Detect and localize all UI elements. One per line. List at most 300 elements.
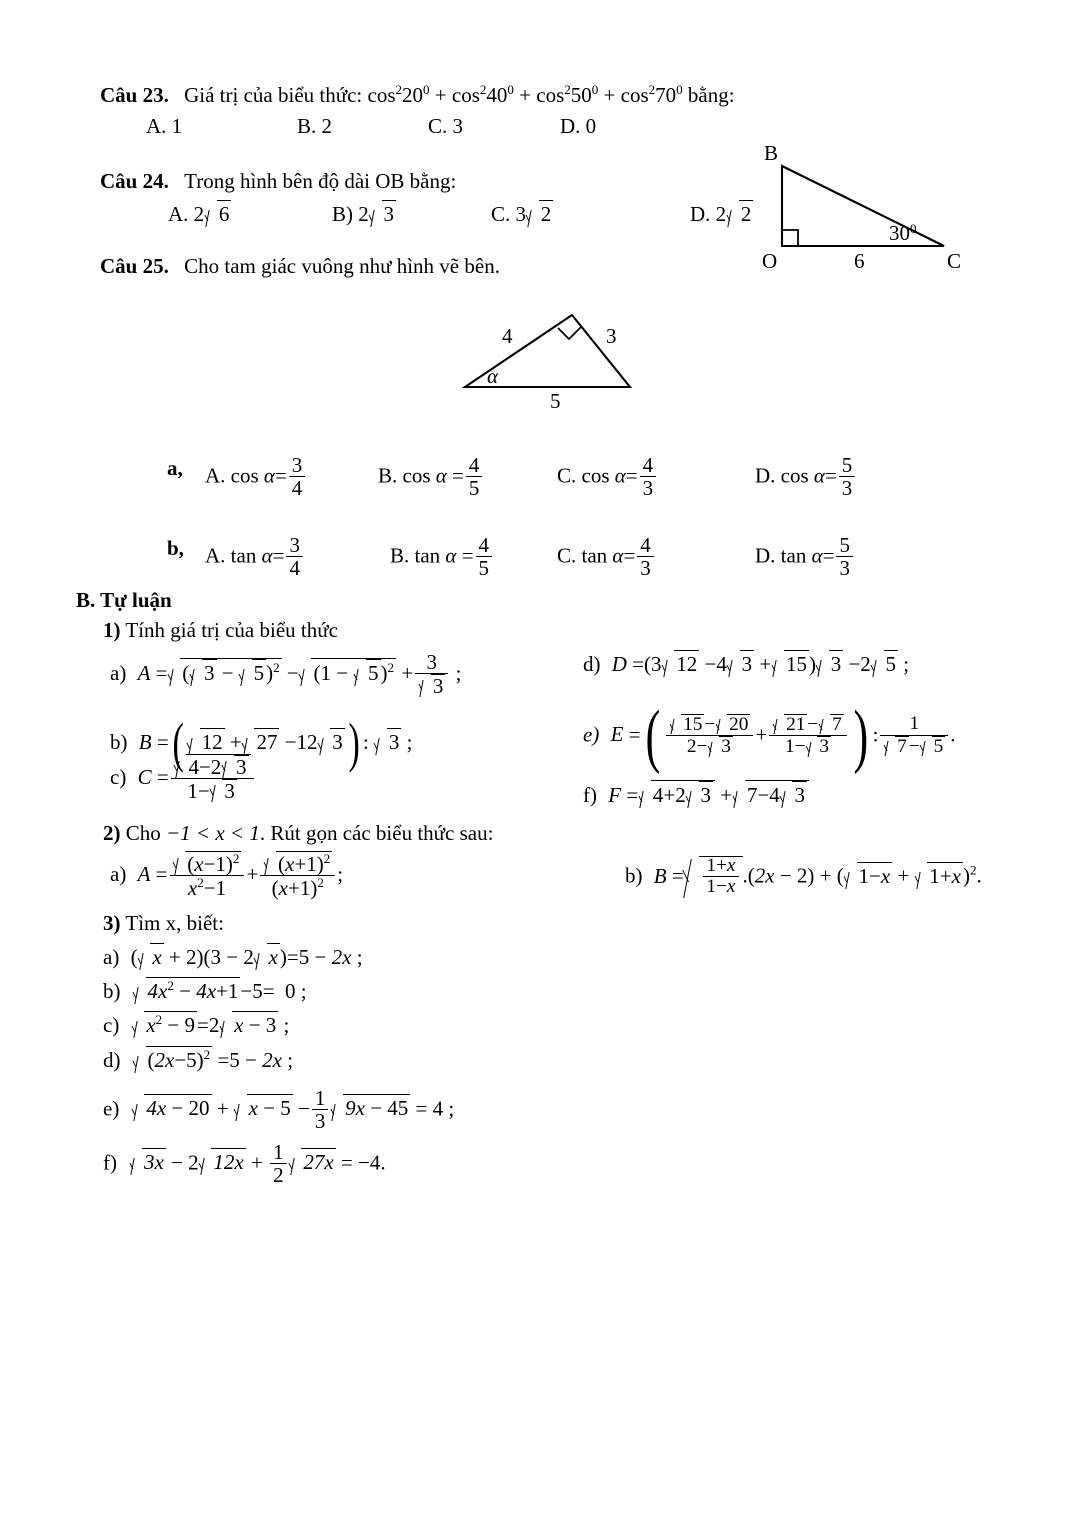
essay-part2-item-a: [110, 852, 343, 900]
one: 1: [858, 863, 870, 888]
four: 4: [652, 783, 664, 807]
period: .: [380, 1150, 386, 1175]
cau-25-prompt-text: Cho tam giác vuông như hình vẽ bên.: [184, 254, 500, 278]
radical-symbol: [639, 780, 715, 808]
five: 5: [252, 979, 263, 1003]
radical-symbol: [331, 1094, 410, 1121]
minus: −: [848, 652, 861, 676]
radical-symbol: [200, 1148, 246, 1175]
cau-23-ang-2: 40: [486, 83, 508, 107]
cau-25-sub-b-option-b[interactable]: B. tan α = $\frac{4}{5}$: [390, 535, 494, 580]
period: .: [950, 722, 956, 747]
radical-symbol: [188, 728, 225, 755]
minus: −: [171, 1096, 184, 1121]
numerator: 3: [289, 532, 300, 557]
cau-23-exp-1: 2: [395, 82, 403, 97]
plus: +: [663, 783, 676, 807]
eq: =: [155, 660, 168, 685]
plus: +: [716, 855, 727, 877]
alpha-symbol: α: [612, 543, 624, 568]
figure-label-b: B: [764, 141, 779, 165]
denominator: 1−x: [703, 876, 738, 897]
trig-fn: cos: [230, 463, 259, 488]
radicand: 3: [432, 674, 444, 698]
cau-25-sub-b-option-a[interactable]: A. tan α= $\frac{3}{4}$: [205, 535, 305, 580]
cau-25-sub-a-option-a[interactable]: A. cos α= $\frac{3}{4}$: [205, 455, 307, 500]
cau-23-plus-2: +: [519, 83, 532, 107]
cau-23-option-c-key: C.: [428, 114, 448, 138]
radicand: 15: [683, 713, 703, 735]
forty-five: 45: [387, 1096, 409, 1121]
semicolon: ;: [455, 660, 462, 685]
radicand: 3: [332, 729, 343, 754]
radical-symbol: [174, 851, 242, 875]
item-tag: f): [103, 1150, 117, 1175]
minus: −: [240, 979, 253, 1003]
cau-24-option-a[interactable]: [168, 200, 231, 227]
one: 1: [215, 851, 226, 876]
cau-23-deg-4: 0: [676, 82, 683, 97]
fraction: [666, 714, 753, 758]
figure-side-base-length: 5: [550, 389, 561, 413]
one: 1: [706, 855, 717, 877]
numerator: 1: [909, 713, 920, 735]
cau-23-exp-2: 2: [479, 82, 487, 97]
exponent: 2: [155, 1012, 163, 1027]
essay-part3-item-f: [103, 1139, 386, 1187]
minus: −: [263, 1096, 276, 1121]
radical-symbol: [685, 856, 743, 899]
radicand: 21: [786, 713, 806, 735]
fraction: [836, 534, 853, 579]
radicand: 3: [700, 783, 712, 807]
radical-symbol: [921, 736, 945, 757]
cau-24-option-b-key: B): [332, 202, 353, 226]
radicand: [186, 754, 250, 778]
period: .: [976, 863, 982, 888]
essay-part2-item-b: b) B = $\frac{1+x}{1-x}$ .(2x − 2) + ( 1−x + 1+x)$^2$.: [625, 855, 982, 898]
semicolon: ;: [337, 861, 344, 886]
eq: =: [626, 783, 639, 807]
radical-symbol: [130, 1148, 166, 1175]
figure-angle-c: $30^0$: [889, 221, 917, 245]
fraction: [171, 754, 254, 802]
radicand: 4x − 20: [146, 1096, 210, 1121]
essay-part1-item-f: [583, 780, 809, 808]
three: 3: [265, 1013, 277, 1037]
minus: −: [174, 1048, 187, 1072]
numerator: [666, 714, 753, 735]
eq: =: [156, 729, 169, 754]
essay-part3-item-e: [103, 1085, 455, 1133]
denominator: 3: [637, 556, 654, 579]
radical-symbol: [728, 650, 754, 677]
radicand: 3: [819, 736, 830, 758]
cau-24-option-a-radicand: 6: [218, 202, 230, 226]
cau-25-sub-a-option-d[interactable]: D. cos α= $\frac{5}{3}$: [755, 455, 857, 500]
radicand: 3: [388, 729, 400, 754]
numerator: 3: [426, 649, 438, 674]
radicand: 1+x: [929, 863, 961, 888]
expr-name: B: [138, 729, 152, 754]
option-key: A.: [205, 543, 226, 568]
cau-23-label: Câu 23.: [100, 83, 169, 107]
plus: +: [168, 945, 181, 969]
alpha-symbol: α: [811, 543, 823, 568]
semicolon: ;: [448, 1096, 455, 1121]
denominator: 5: [466, 476, 483, 499]
cau-25-label: Câu 25.: [100, 254, 169, 278]
cau-23-deg-3: 0: [591, 82, 599, 97]
denominator: 3: [839, 476, 856, 499]
radicand: 27: [256, 729, 278, 754]
minus: −: [167, 1013, 180, 1037]
radical-symbol: [670, 714, 704, 735]
cau-23-plus-1: +: [434, 83, 447, 107]
item-tag: a): [110, 861, 127, 886]
zero: 0: [285, 979, 296, 1003]
five: 5: [229, 1048, 240, 1072]
five: 5: [298, 945, 310, 969]
trig-fn: tan: [230, 543, 257, 568]
figure-angle-alpha: α: [487, 364, 499, 388]
radical-symbol: [375, 728, 401, 755]
semicolon: ;: [283, 1013, 290, 1037]
item-tag: a): [110, 660, 127, 685]
cau-25-sub-b-tag: [167, 535, 184, 561]
alpha-symbol: α: [445, 543, 457, 568]
minus: −: [336, 660, 349, 685]
minus: −: [197, 779, 210, 803]
radicand: 3: [741, 652, 753, 676]
radical-symbol: [319, 728, 345, 755]
numerator: 5: [841, 452, 853, 477]
minus: −: [716, 876, 727, 898]
essay-part3-item-b: [103, 977, 307, 1004]
minus: −: [179, 979, 191, 1003]
minus: −: [284, 729, 297, 754]
radical-symbol: [255, 943, 280, 970]
essay-part2-title-pre: Cho: [125, 821, 161, 845]
cau-23-ang-4: 70: [655, 83, 677, 107]
fraction: [286, 534, 303, 579]
cau-25-sub-a-option-b[interactable]: B. cos α = $\frac{4}{5}$: [378, 455, 484, 500]
cau-23-exp-4: 2: [648, 82, 656, 97]
essay-part1-title: Tính giá trị của biểu thức: [125, 618, 338, 642]
radical-symbol: [772, 650, 809, 677]
fraction: [170, 851, 245, 899]
cau-24-option-a-key: A.: [168, 202, 189, 226]
expr-name: B: [653, 863, 667, 888]
trig-fn: tan: [414, 543, 441, 568]
essay-part2-title-post: . Rút gọn các biểu thức sau:: [259, 821, 494, 845]
minus: −: [869, 863, 881, 888]
item-tag: f): [583, 783, 597, 807]
radicand: 5: [368, 660, 379, 685]
radicand: 5: [933, 735, 944, 757]
option-key: D.: [755, 463, 776, 488]
fraction: [270, 1141, 287, 1186]
minus: −: [794, 736, 806, 758]
cau-23-prompt-tail: bằng:: [687, 83, 735, 107]
radicand: 7: [832, 713, 842, 735]
numerator: 1: [273, 1139, 284, 1164]
cau-24-option-b-coef: 2: [358, 202, 369, 226]
fraction: [476, 534, 493, 579]
question-cau-25-prompt: [100, 253, 500, 279]
minus: −: [779, 863, 792, 888]
semicolon: ;: [356, 945, 363, 969]
eq: =: [155, 861, 168, 886]
figure-label-c: C: [947, 249, 962, 273]
exponent: 2: [273, 659, 280, 675]
one: 1: [187, 779, 198, 803]
cau-25-sub-b-option-d[interactable]: D. tan α= $\frac{5}{3}$: [755, 535, 855, 580]
radical-symbol: [845, 862, 892, 889]
cau-23-option-a-value: 1: [171, 114, 183, 138]
minus: −: [370, 1096, 383, 1121]
option-key: A.: [205, 463, 226, 488]
numerator: 5: [839, 532, 850, 557]
period: .: [742, 863, 748, 888]
radical-symbol: [240, 659, 266, 686]
essay-part1-item-a: [110, 649, 462, 698]
essay-part1-item-c: [110, 755, 256, 803]
cau-23-option-b-key: B.: [297, 114, 317, 138]
radicand: 3: [204, 660, 215, 685]
denominator: 4: [286, 556, 303, 579]
cau-24-option-b[interactable]: [332, 200, 396, 227]
coef-2: 2: [860, 652, 871, 676]
cau-25-sub-a-tag: [167, 455, 183, 481]
expr-name: F: [608, 783, 622, 807]
radical-symbol: [819, 714, 843, 735]
minus: −: [757, 783, 770, 807]
denominator: 3: [836, 556, 853, 579]
fraction: [839, 454, 856, 499]
radicand: 15: [785, 652, 807, 676]
fraction: [703, 856, 738, 898]
radicand: 12x: [213, 1150, 244, 1175]
one: 1: [215, 876, 227, 900]
cau-24-option-b-radicand: 3: [383, 202, 394, 226]
radicand: [699, 856, 742, 899]
exponent: 2: [232, 850, 240, 866]
radicand: 3: [236, 754, 247, 779]
radical-symbol: [290, 1148, 336, 1175]
trig-fn: tan: [581, 543, 608, 568]
essay-part3-item-a: a) ( x + 2)(3 − 2 x)=5 − 2x ;: [103, 945, 363, 969]
minus: −: [221, 660, 234, 685]
radical-symbol: [205, 200, 231, 227]
trig-fn: tan: [780, 543, 807, 568]
minus: −: [226, 945, 239, 969]
essay-part3-title: Tìm x, biết:: [125, 911, 224, 935]
plus: +: [294, 851, 307, 876]
cau-23-option-d-key: D.: [560, 114, 581, 138]
essay-part2-condition: −1 < x < 1: [166, 821, 260, 845]
fraction: [289, 454, 306, 499]
radical-symbol: [220, 1011, 278, 1038]
essay-part3-item-c: [103, 1011, 289, 1038]
coef-4: 4: [716, 652, 727, 676]
expr-name: D: [611, 652, 627, 676]
cau-23-option-d[interactable]: [560, 113, 596, 139]
cau-24-prompt-text: Trong hình bên độ dài OB bằng:: [184, 169, 457, 193]
essay-part1-label: 1): [103, 618, 121, 642]
item-tag: b): [625, 863, 643, 888]
denominator: [880, 735, 948, 757]
fraction: [415, 651, 448, 697]
cau-23-option-a-key: A.: [146, 114, 167, 138]
eq: =: [286, 945, 299, 969]
radicand: $(x+1)^2$: [278, 850, 331, 876]
essay-part1-heading: [103, 617, 338, 643]
option-key: B.: [378, 463, 398, 488]
radicand: x: [268, 945, 278, 969]
radical-symbol: [817, 650, 843, 677]
cau-24-option-c[interactable]: [491, 200, 553, 227]
five: 5: [280, 1096, 291, 1121]
cau-23-option-b[interactable]: [297, 113, 332, 139]
minus: −: [704, 713, 716, 735]
eq: =: [632, 652, 645, 676]
radical-symbol: [139, 943, 164, 970]
numerator: [769, 714, 847, 735]
plus: +: [216, 979, 228, 1003]
section-b-title: B. Tự luận: [76, 588, 172, 612]
cau-23-option-c[interactable]: [428, 113, 463, 139]
cau-25-sub-b-option-c[interactable]: C. tan α= $\frac{4}{3}$: [557, 535, 656, 580]
minus: −: [807, 713, 819, 735]
denominator: [171, 778, 254, 802]
cau-24-option-c-key: C.: [491, 202, 511, 226]
fraction: [260, 851, 335, 899]
radicand: $(x-1)^2$: [187, 850, 240, 876]
plus: +: [246, 861, 259, 886]
one: 1: [227, 979, 239, 1003]
denominator: $(x+1)^2$: [260, 875, 335, 899]
radicand: x − 3: [234, 1013, 277, 1037]
cau-23-ang-1: 20: [402, 83, 424, 107]
plus: +: [755, 722, 768, 747]
cau-23-ang-3: 50: [570, 83, 592, 107]
denominator: [769, 735, 847, 757]
radical-symbol: [235, 1094, 293, 1121]
radicand: 3x: [144, 1150, 164, 1175]
denominator: 2: [270, 1163, 287, 1186]
numerator: 4: [642, 452, 654, 477]
cau-23-deg-2: 0: [507, 82, 514, 97]
numerator: 4: [478, 532, 490, 557]
numerator: 4: [640, 532, 651, 557]
two: 2: [210, 754, 222, 779]
cau-23-option-d-value: 0: [585, 114, 597, 138]
radical-symbol: [663, 650, 700, 677]
item-tag: e): [103, 1096, 120, 1121]
trig-fn: cos: [402, 463, 431, 488]
radical-symbol: [264, 851, 332, 875]
radicand: $x^2 - 9$: [146, 1012, 196, 1037]
radical-symbol: [222, 755, 248, 778]
cau-24-option-d-coef: 2: [715, 202, 727, 226]
item-tag: c): [103, 1013, 120, 1037]
coef-12: 12: [296, 729, 318, 754]
minus: −: [704, 652, 717, 676]
denominator: $x^2-1$: [170, 875, 245, 899]
radicand: 3: [721, 736, 731, 758]
radical-symbol: [370, 200, 396, 227]
plus: +: [401, 660, 414, 685]
exponent: 2: [323, 850, 331, 866]
eq: =: [197, 1013, 209, 1037]
radical-symbol: [169, 658, 282, 686]
right-paren: ): [348, 711, 360, 773]
item-tag: d): [583, 652, 601, 676]
alpha-symbol: α: [263, 463, 275, 488]
denominator: [666, 735, 753, 757]
radical-symbol: [211, 779, 237, 802]
coef-3: 3: [651, 652, 662, 676]
item-tag: c): [110, 764, 127, 789]
numerator: 3: [291, 452, 303, 477]
minus: −: [286, 660, 299, 685]
eq: =: [262, 979, 275, 1003]
lparen: (: [644, 652, 652, 676]
seven: 7: [746, 783, 758, 807]
cau-24-option-c-coef: 3: [515, 202, 527, 226]
radical-symbol: [175, 754, 251, 778]
cau-23-option-a[interactable]: [146, 113, 182, 139]
eq: =: [415, 1096, 428, 1121]
cau-25-sub-b-label: b,: [167, 536, 184, 560]
plus: +: [229, 729, 242, 754]
alpha-symbol: α: [813, 463, 825, 488]
fraction: [769, 714, 847, 758]
cau-25-sub-a-option-c[interactable]: C. cos α= $\frac{4}{3}$: [557, 455, 658, 500]
semicolon: ;: [903, 652, 910, 676]
eq: =: [671, 863, 684, 888]
four: 4: [188, 754, 199, 779]
minus: −: [298, 1096, 310, 1121]
radicand: 5: [253, 660, 265, 685]
radicand: ( 3 − 5)$^2$: [182, 659, 280, 685]
radical-symbol: [300, 658, 396, 686]
figure-side-left-length: 4: [502, 324, 513, 348]
plus: +: [939, 863, 952, 888]
one: 1: [306, 851, 317, 876]
cau-24-option-a-coef: 2: [193, 202, 205, 226]
figure-right-triangle-obc: [742, 140, 972, 275]
two: 2: [686, 736, 697, 758]
figure-label-o: O: [762, 249, 778, 273]
radical-symbol: [527, 200, 553, 227]
cau-23-cos-4: cos: [620, 83, 649, 107]
semicolon: ;: [287, 1048, 294, 1072]
cau-24-option-d-radicand: 2: [740, 202, 752, 226]
expr-name: A: [137, 660, 151, 685]
cau-23-cos-3: cos: [536, 83, 565, 107]
radical-symbol: [807, 736, 831, 757]
radicand: 3: [794, 783, 805, 807]
four: 4: [769, 783, 780, 807]
essay-part3-item-d: d) $(2x-5)^2 =5 - 2x$ ;: [103, 1047, 294, 1072]
radicand: $4x^2 - 4x+1$: [147, 978, 239, 1003]
eq: =: [217, 1048, 230, 1072]
semicolon: ;: [406, 729, 413, 754]
colon: :: [362, 729, 369, 754]
exponent: 2: [197, 875, 204, 890]
